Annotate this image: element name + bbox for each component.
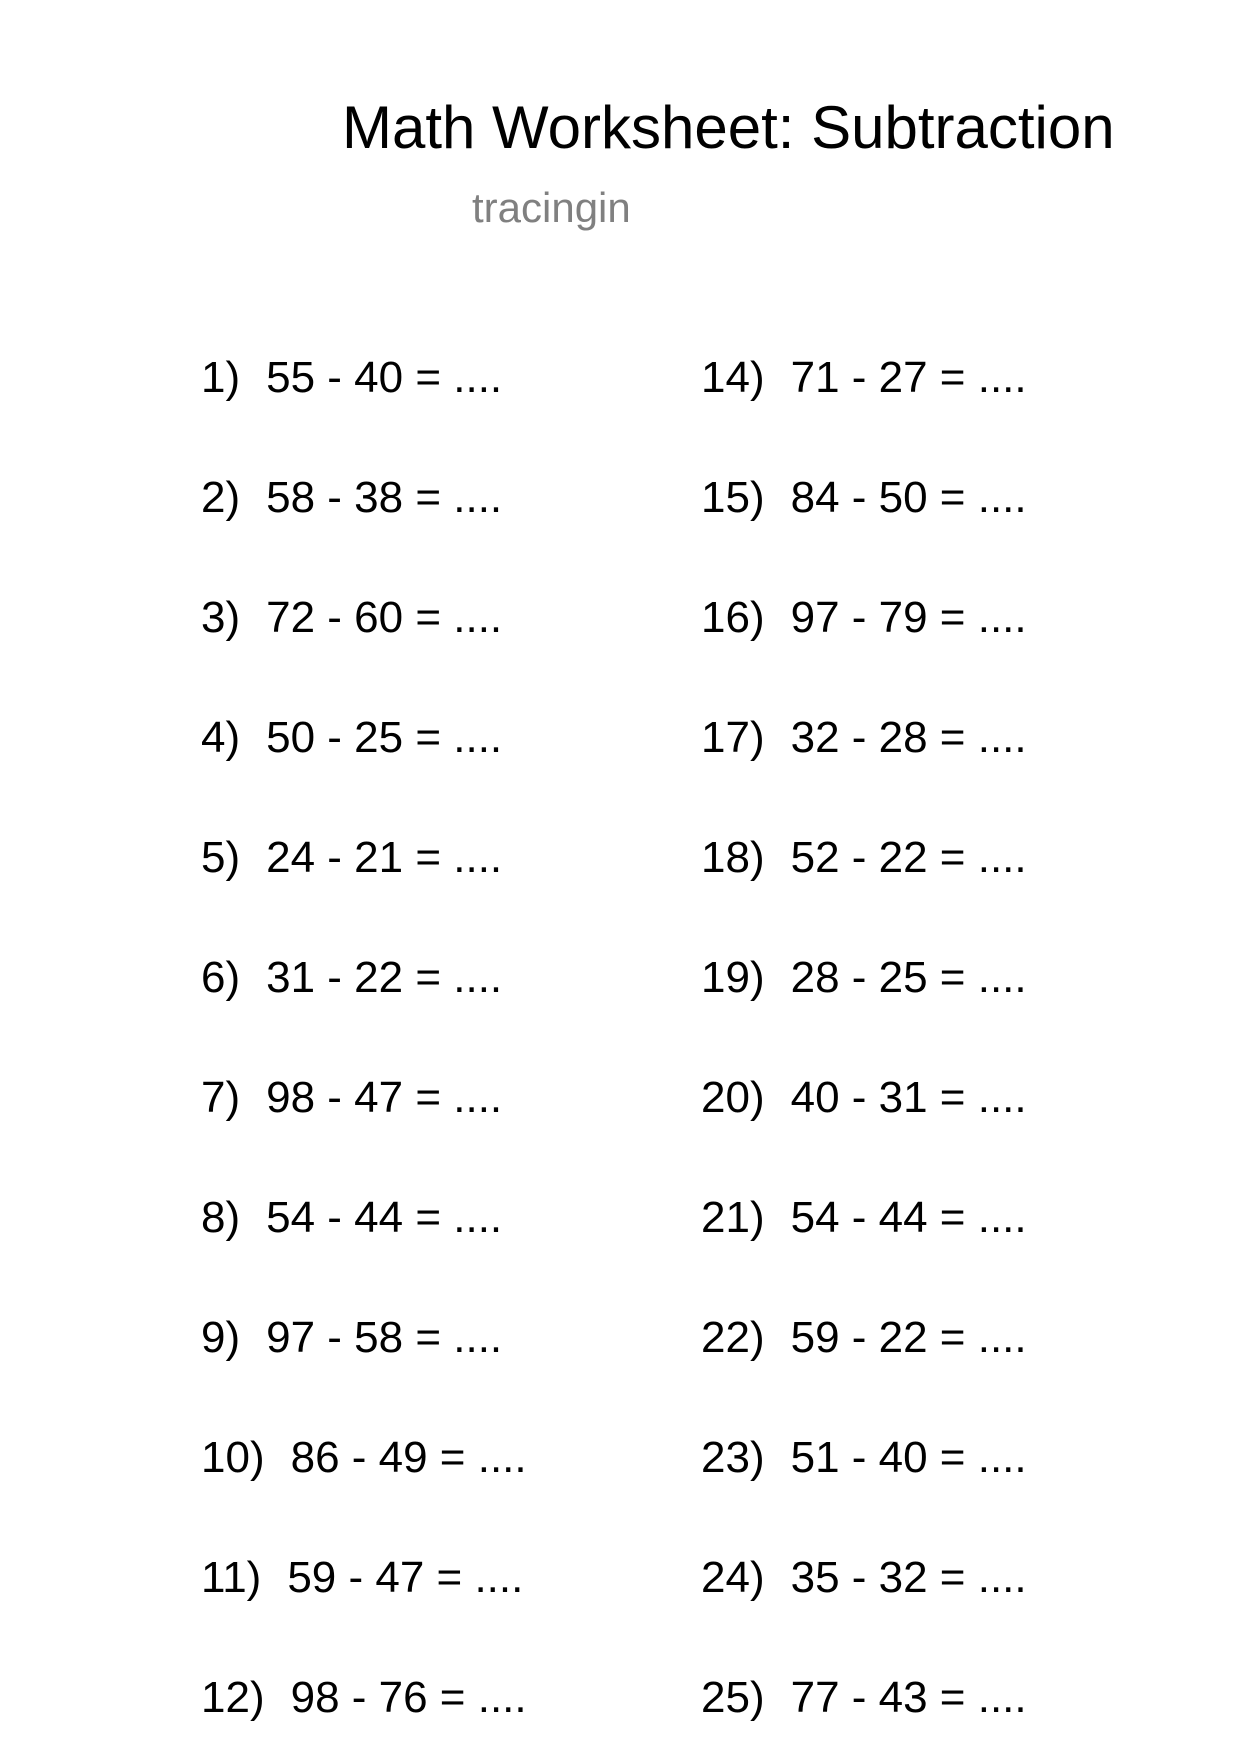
problem-item xyxy=(701,1553,1027,1602)
problem-expression: 24 - 21 = .... xyxy=(266,833,503,882)
problem-expression: 86 - 49 = .... xyxy=(290,1433,527,1482)
problem-number: 16) xyxy=(701,593,765,642)
problem-expression: 59 - 22 = .... xyxy=(790,1313,1027,1362)
problem-expression: 52 - 22 = .... xyxy=(790,833,1027,882)
problem-expression: 35 - 32 = .... xyxy=(790,1553,1027,1602)
problem-expression: 59 - 47 = .... xyxy=(287,1553,524,1602)
problem-number: 9) xyxy=(201,1313,241,1362)
problem-item xyxy=(701,593,1027,642)
problem-expression: 28 - 25 = .... xyxy=(790,953,1027,1002)
problem-expression: 77 - 43 = .... xyxy=(790,1673,1027,1722)
problem-number: 8) xyxy=(201,1193,241,1242)
problem-number: 22) xyxy=(701,1313,765,1362)
problem-item xyxy=(701,1313,1027,1362)
problem-item xyxy=(201,713,503,762)
problem-item xyxy=(701,353,1027,402)
problem-number: 25) xyxy=(701,1673,765,1722)
problem-number: 21) xyxy=(701,1193,765,1242)
problem-item xyxy=(701,1073,1027,1122)
problem-expression: 97 - 58 = .... xyxy=(266,1313,503,1362)
problem-expression: 40 - 31 = .... xyxy=(790,1073,1027,1122)
problem-item xyxy=(201,353,503,402)
problem-item xyxy=(201,1433,527,1482)
problem-number: 3) xyxy=(201,593,241,642)
worksheet-title: Math Worksheet: Subtraction xyxy=(342,94,1115,161)
problem-item xyxy=(201,473,503,522)
problem-item xyxy=(201,1313,503,1362)
problem-expression: 51 - 40 = .... xyxy=(790,1433,1027,1482)
problem-item xyxy=(201,1673,527,1722)
problem-item xyxy=(201,833,503,882)
problem-expression: 54 - 44 = .... xyxy=(790,1193,1027,1242)
problem-number: 23) xyxy=(701,1433,765,1482)
problem-number: 14) xyxy=(701,353,765,402)
problem-number: 2) xyxy=(201,473,241,522)
problem-item xyxy=(701,713,1027,762)
problem-expression: 84 - 50 = .... xyxy=(790,473,1027,522)
problem-number: 7) xyxy=(201,1073,241,1122)
problem-item xyxy=(701,833,1027,882)
problem-item xyxy=(201,1553,524,1602)
problem-item xyxy=(701,1433,1027,1482)
problem-item xyxy=(201,593,503,642)
worksheet-subtitle: tracingin xyxy=(472,184,631,231)
problem-item xyxy=(701,1673,1027,1722)
problem-number: 20) xyxy=(701,1073,765,1122)
problem-item xyxy=(201,1193,503,1242)
problem-expression: 97 - 79 = .... xyxy=(790,593,1027,642)
problem-number: 12) xyxy=(201,1673,265,1722)
problem-item xyxy=(701,1193,1027,1242)
problem-expression: 50 - 25 = .... xyxy=(266,713,503,762)
problem-number: 6) xyxy=(201,953,241,1002)
problem-number: 10) xyxy=(201,1433,265,1482)
problem-expression: 54 - 44 = .... xyxy=(266,1193,503,1242)
problem-item xyxy=(201,1073,503,1122)
problem-number: 15) xyxy=(701,473,765,522)
problem-number: 1) xyxy=(201,353,241,402)
problem-item xyxy=(701,473,1027,522)
problem-number: 11) xyxy=(201,1553,262,1602)
problem-expression: 31 - 22 = .... xyxy=(266,953,503,1002)
problem-number: 17) xyxy=(701,713,765,762)
problem-expression: 32 - 28 = .... xyxy=(790,713,1027,762)
problem-expression: 98 - 47 = .... xyxy=(266,1073,503,1122)
problem-expression: 71 - 27 = .... xyxy=(790,353,1027,402)
problem-item xyxy=(201,953,503,1002)
problem-item xyxy=(701,953,1027,1002)
problem-number: 19) xyxy=(701,953,765,1002)
problem-expression: 72 - 60 = .... xyxy=(266,593,503,642)
problem-number: 18) xyxy=(701,833,765,882)
problem-number: 4) xyxy=(201,713,241,762)
problem-expression: 55 - 40 = .... xyxy=(266,353,503,402)
problem-number: 24) xyxy=(701,1553,765,1602)
problem-expression: 98 - 76 = .... xyxy=(290,1673,527,1722)
problem-number: 5) xyxy=(201,833,241,882)
problem-expression: 58 - 38 = .... xyxy=(266,473,503,522)
